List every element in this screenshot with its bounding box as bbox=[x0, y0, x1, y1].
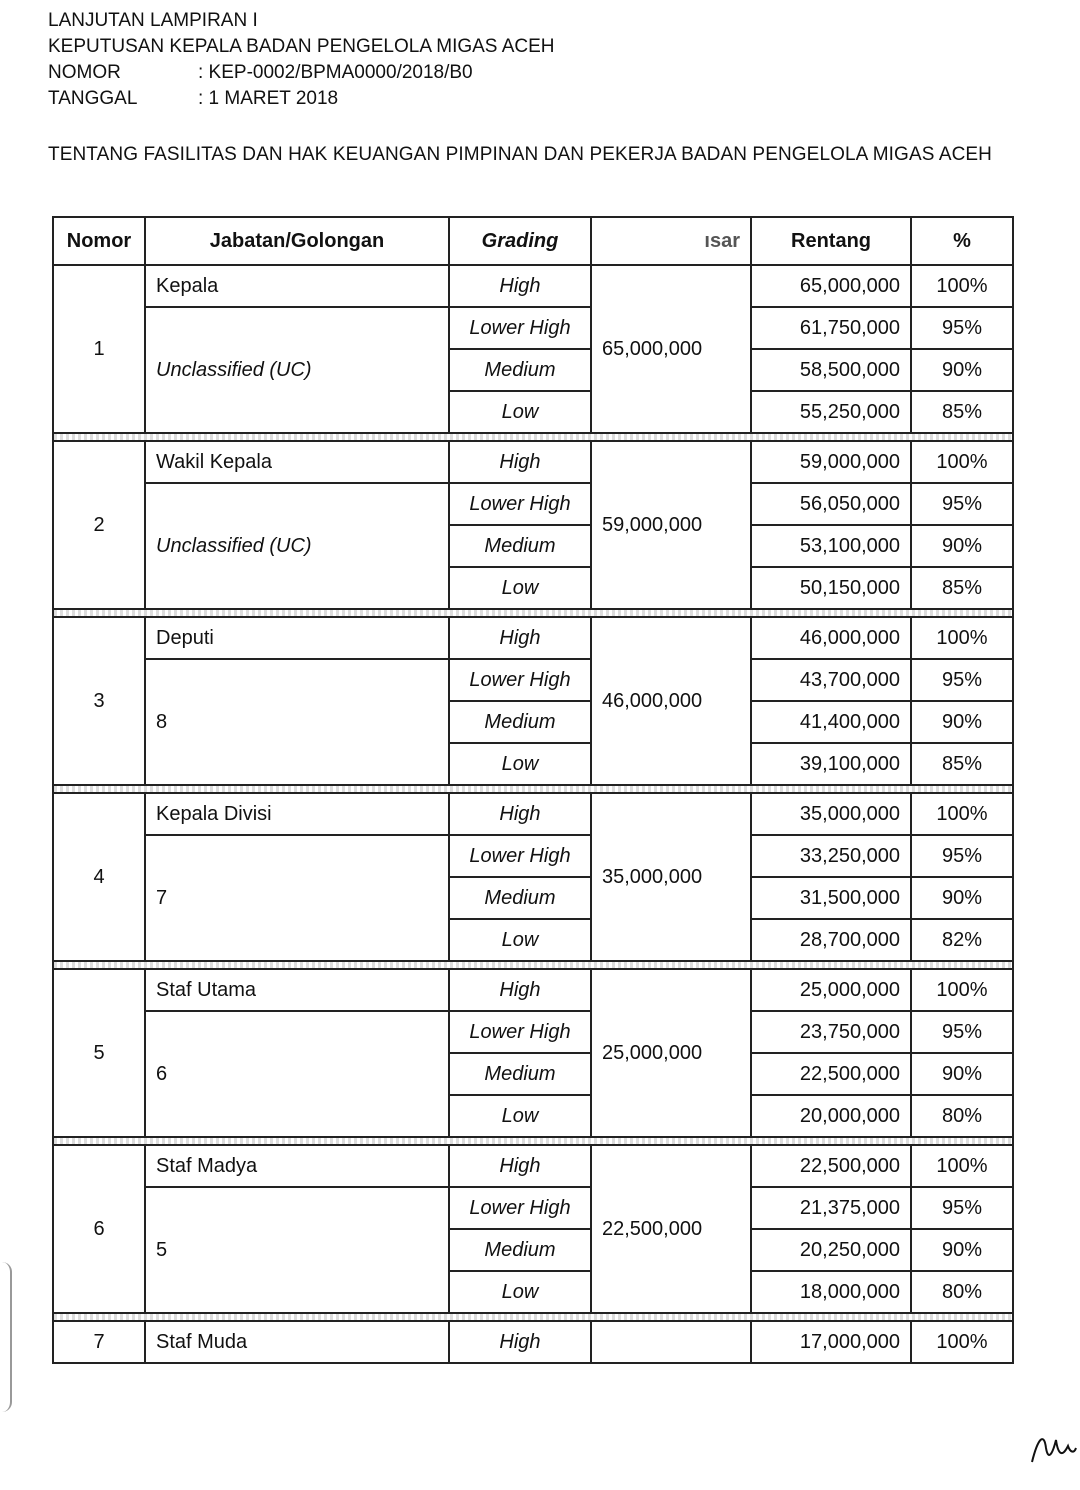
separator-cell bbox=[53, 1313, 1013, 1321]
grading-cell: Lower High bbox=[449, 483, 591, 525]
rentang-cell: 35,000,000 bbox=[751, 793, 911, 835]
table-row bbox=[53, 483, 1013, 525]
rentang-cell: 20,000,000 bbox=[751, 1095, 911, 1137]
grading-cell: Medium bbox=[449, 1229, 591, 1271]
header-nomor: Nomor bbox=[53, 217, 145, 265]
persen-cell: 80% bbox=[911, 1095, 1013, 1137]
rentang-cell: 59,000,000 bbox=[751, 441, 911, 483]
grading-cell: Low bbox=[449, 567, 591, 609]
grading-cell: Low bbox=[449, 743, 591, 785]
separator-cell bbox=[53, 609, 1013, 617]
rentang-cell: 50,150,000 bbox=[751, 567, 911, 609]
golongan-cell: 6 bbox=[145, 1011, 449, 1137]
grading-cell: Lower High bbox=[449, 307, 591, 349]
persen-cell: 95% bbox=[911, 483, 1013, 525]
header-gaji-dasar: ısar bbox=[591, 217, 751, 265]
persen-cell: 95% bbox=[911, 1187, 1013, 1229]
persen-cell: 85% bbox=[911, 567, 1013, 609]
nomor-cell: 7 bbox=[53, 1321, 145, 1363]
rentang-cell: 31,500,000 bbox=[751, 877, 911, 919]
grading-cell: Medium bbox=[449, 877, 591, 919]
jabatan-cell: Wakil Kepala bbox=[145, 441, 449, 483]
nomor-cell: 4 bbox=[53, 793, 145, 961]
grading-cell: Medium bbox=[449, 701, 591, 743]
jabatan-cell: Staf Madya bbox=[145, 1145, 449, 1187]
tanggal-value: : 1 MARET 2018 bbox=[198, 88, 339, 109]
gaji-dasar-cell: 59,000,000 bbox=[591, 441, 751, 609]
table-row bbox=[53, 307, 1013, 349]
nomor-cell: 3 bbox=[53, 617, 145, 785]
grading-cell: Lower High bbox=[449, 1187, 591, 1229]
rentang-cell: 41,400,000 bbox=[751, 701, 911, 743]
persen-cell: 90% bbox=[911, 701, 1013, 743]
group-separator bbox=[53, 961, 1013, 969]
table-row bbox=[53, 1145, 1013, 1187]
table-row bbox=[53, 1321, 1013, 1363]
group-separator bbox=[53, 433, 1013, 441]
gaji-dasar-cell: 65,000,000 bbox=[591, 265, 751, 433]
group-separator bbox=[53, 1137, 1013, 1145]
grading-cell: Low bbox=[449, 391, 591, 433]
rentang-cell: 20,250,000 bbox=[751, 1229, 911, 1271]
rentang-cell: 61,750,000 bbox=[751, 307, 911, 349]
jabatan-cell: Kepala Divisi bbox=[145, 793, 449, 835]
table-row bbox=[53, 1011, 1013, 1053]
persen-cell: 100% bbox=[911, 1321, 1013, 1363]
golongan-cell: Unclassified (UC) bbox=[145, 307, 449, 433]
separator-cell bbox=[53, 1137, 1013, 1145]
grading-cell: High bbox=[449, 793, 591, 835]
group-separator bbox=[53, 1313, 1013, 1321]
grading-cell: Medium bbox=[449, 525, 591, 567]
rentang-cell: 18,000,000 bbox=[751, 1271, 911, 1313]
separator-cell bbox=[53, 785, 1013, 793]
persen-cell: 100% bbox=[911, 617, 1013, 659]
table-row bbox=[53, 617, 1013, 659]
jabatan-cell: Staf Muda bbox=[145, 1321, 449, 1363]
group-separator bbox=[53, 609, 1013, 617]
table-row bbox=[53, 265, 1013, 307]
grading-cell: High bbox=[449, 617, 591, 659]
persen-cell: 100% bbox=[911, 265, 1013, 307]
persen-cell: 100% bbox=[911, 1145, 1013, 1187]
rentang-cell: 43,700,000 bbox=[751, 659, 911, 701]
gaji-dasar-cell: 35,000,000 bbox=[591, 793, 751, 961]
persen-cell: 90% bbox=[911, 525, 1013, 567]
grading-cell: High bbox=[449, 969, 591, 1011]
table-row bbox=[53, 1187, 1013, 1229]
golongan-cell: 5 bbox=[145, 1187, 449, 1313]
grading-cell: Medium bbox=[449, 1053, 591, 1095]
table-row bbox=[53, 441, 1013, 483]
nomor-value: : KEP-0002/BPMA0000/2018/B0 bbox=[198, 62, 473, 83]
persen-cell: 85% bbox=[911, 391, 1013, 433]
header-line-1: LANJUTAN LAMPIRAN I bbox=[48, 10, 258, 31]
rentang-cell: 46,000,000 bbox=[751, 617, 911, 659]
persen-cell: 100% bbox=[911, 793, 1013, 835]
jabatan-cell: Staf Utama bbox=[145, 969, 449, 1011]
rentang-cell: 25,000,000 bbox=[751, 969, 911, 1011]
nomor-cell: 1 bbox=[53, 265, 145, 433]
nomor-label: NOMOR bbox=[48, 62, 121, 83]
gaji-dasar-cell: 22,500,000 bbox=[591, 1145, 751, 1313]
rentang-cell: 33,250,000 bbox=[751, 835, 911, 877]
page-edge-mark bbox=[0, 1262, 12, 1412]
rentang-cell: 65,000,000 bbox=[751, 265, 911, 307]
table-body bbox=[53, 265, 1013, 1363]
rentang-cell: 17,000,000 bbox=[751, 1321, 911, 1363]
jabatan-cell: Kepala bbox=[145, 265, 449, 307]
grading-cell: Low bbox=[449, 1095, 591, 1137]
persen-cell: 90% bbox=[911, 349, 1013, 391]
persen-cell: 90% bbox=[911, 1053, 1013, 1095]
jabatan-cell: Deputi bbox=[145, 617, 449, 659]
grading-cell: Low bbox=[449, 1271, 591, 1313]
rentang-cell: 22,500,000 bbox=[751, 1053, 911, 1095]
grading-cell: High bbox=[449, 1145, 591, 1187]
rentang-cell: 56,050,000 bbox=[751, 483, 911, 525]
table-row bbox=[53, 659, 1013, 701]
gaji-dasar-cell: 46,000,000 bbox=[591, 617, 751, 785]
separator-cell bbox=[53, 433, 1013, 441]
document-subject: TENTANG FASILITAS DAN HAK KEUANGAN PIMPINAN DAN PEKERJA BADAN PENGELOLA MIGAS ACEH bbox=[48, 144, 993, 165]
persen-cell: 90% bbox=[911, 1229, 1013, 1271]
table-header-row bbox=[53, 217, 1013, 265]
nomor-cell: 5 bbox=[53, 969, 145, 1137]
grading-cell: High bbox=[449, 441, 591, 483]
grading-cell: Medium bbox=[449, 349, 591, 391]
grading-cell: Lower High bbox=[449, 835, 591, 877]
nomor-cell: 6 bbox=[53, 1145, 145, 1313]
rentang-cell: 39,100,000 bbox=[751, 743, 911, 785]
header-grading: Grading bbox=[449, 217, 591, 265]
persen-cell: 85% bbox=[911, 743, 1013, 785]
rentang-cell: 21,375,000 bbox=[751, 1187, 911, 1229]
rentang-cell: 53,100,000 bbox=[751, 525, 911, 567]
golongan-cell: Unclassified (UC) bbox=[145, 483, 449, 609]
tanggal-row bbox=[48, 86, 555, 112]
rentang-cell: 28,700,000 bbox=[751, 919, 911, 961]
grading-cell: Lower High bbox=[449, 659, 591, 701]
persen-cell: 80% bbox=[911, 1271, 1013, 1313]
persen-cell: 95% bbox=[911, 307, 1013, 349]
grading-cell: Lower High bbox=[449, 1011, 591, 1053]
persen-cell: 100% bbox=[911, 441, 1013, 483]
grading-cell: Low bbox=[449, 919, 591, 961]
rentang-cell: 23,750,000 bbox=[751, 1011, 911, 1053]
persen-cell: 90% bbox=[911, 877, 1013, 919]
header-rentang: Rentang bbox=[751, 217, 911, 265]
table-row bbox=[53, 793, 1013, 835]
document-header bbox=[48, 8, 555, 112]
golongan-cell: 8 bbox=[145, 659, 449, 785]
tanggal-label: TANGGAL bbox=[48, 88, 138, 109]
separator-cell bbox=[53, 961, 1013, 969]
gaji-dasar-cell bbox=[591, 1321, 751, 1363]
nomor-row bbox=[48, 60, 555, 86]
salary-table bbox=[52, 216, 1014, 1364]
header-line-2: KEPUTUSAN KEPALA BADAN PENGELOLA MIGAS ACEH bbox=[48, 36, 555, 57]
persen-cell: 95% bbox=[911, 659, 1013, 701]
group-separator bbox=[53, 785, 1013, 793]
nomor-cell: 2 bbox=[53, 441, 145, 609]
persen-cell: 95% bbox=[911, 1011, 1013, 1053]
table-row bbox=[53, 969, 1013, 1011]
table-row bbox=[53, 835, 1013, 877]
header-jabatan: Jabatan/Golongan bbox=[145, 217, 449, 265]
handwritten-signature bbox=[1028, 1418, 1078, 1472]
gaji-dasar-cell: 25,000,000 bbox=[591, 969, 751, 1137]
golongan-cell: 7 bbox=[145, 835, 449, 961]
persen-cell: 82% bbox=[911, 919, 1013, 961]
persen-cell: 100% bbox=[911, 969, 1013, 1011]
rentang-cell: 22,500,000 bbox=[751, 1145, 911, 1187]
header-persen: % bbox=[911, 217, 1013, 265]
grading-cell: High bbox=[449, 265, 591, 307]
rentang-cell: 55,250,000 bbox=[751, 391, 911, 433]
rentang-cell: 58,500,000 bbox=[751, 349, 911, 391]
grading-cell: High bbox=[449, 1321, 591, 1363]
persen-cell: 95% bbox=[911, 835, 1013, 877]
